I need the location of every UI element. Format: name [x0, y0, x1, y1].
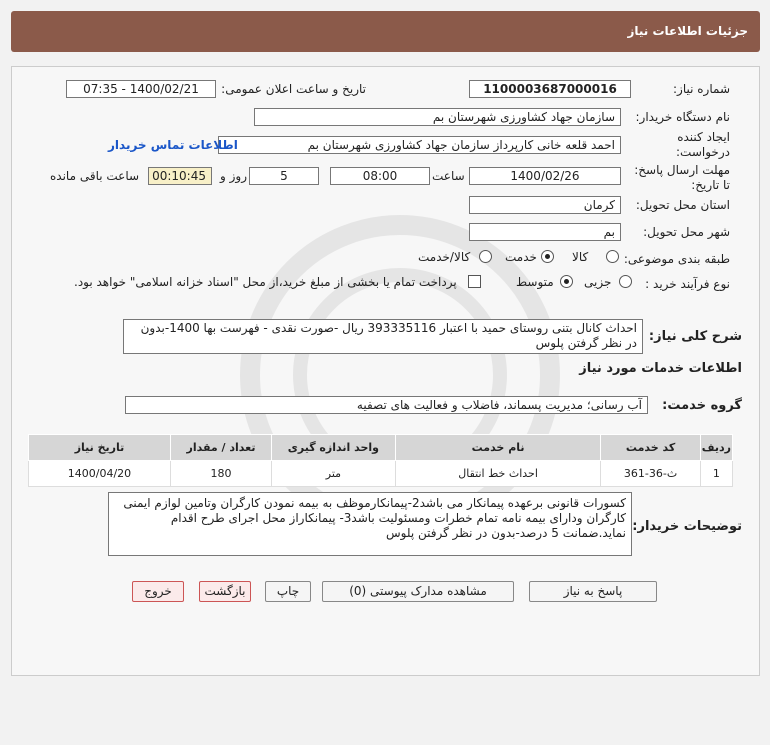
category-radio-goods-service[interactable]	[479, 250, 492, 263]
col-row-header: ردیف	[700, 435, 732, 461]
creator-value: احمد قلعه خانی کارپرداز سازمان جهاد کشاورزی شهرستان بم	[218, 136, 621, 154]
buyer-notes-value: کسورات قانونی برعهده پیمانکار می باشد2-پیمانکارموظف به بیمه نمودن کارگران وتامین لوازم ایمنی کارگران ودارای بیمه نامه تمام خطرات ومسئولیت باشد3- پیمانکاراز محل اجرای طرح اقدام نماید.ضمانت 5 درصد-بدون در نظر گرفتن پلوس	[108, 492, 632, 556]
cell-date: 1400/04/20	[29, 461, 171, 487]
need-number-value: 1100003687000016	[469, 80, 631, 98]
cell-name: احداث خط انتقال	[395, 461, 601, 487]
col-name-header: نام خدمت	[395, 435, 601, 461]
purchase-radio-medium[interactable]	[560, 275, 573, 288]
page-title: جزئیات اطلاعات نیاز	[627, 24, 748, 38]
deadline-remaining-label: ساعت باقی مانده	[50, 169, 140, 183]
purchase-label: نوع فرآیند خرید :	[645, 277, 730, 291]
creator-label-2: درخواست:	[676, 145, 730, 159]
deadline-days: 5	[249, 167, 319, 185]
buyer-contact-link[interactable]: اطلاعات تماس خریدار	[108, 138, 238, 152]
attachments-button[interactable]: مشاهده مدارک پیوستی (0)	[322, 581, 514, 602]
buyer-org-value: سازمان جهاد کشاورزی شهرستان بم	[254, 108, 621, 126]
cell-qty: 180	[170, 461, 271, 487]
deadline-remaining: 00:10:45	[148, 167, 212, 185]
services-section-title: اطلاعات خدمات مورد نیاز	[579, 361, 742, 376]
cell-row: 1	[700, 461, 732, 487]
col-code-header: کد خدمت	[601, 435, 700, 461]
category-option-goods-service: کالا/خدمت	[418, 250, 471, 264]
treasury-checkbox[interactable]	[468, 275, 481, 288]
deadline-time: 08:00	[330, 167, 430, 185]
category-radio-service[interactable]	[541, 250, 554, 263]
purchase-radio-minor[interactable]	[619, 275, 632, 288]
category-option-service: خدمت	[505, 250, 537, 264]
deadline-date: 1400/02/26	[469, 167, 621, 185]
buyer-org-label: نام دستگاه خریدار:	[635, 110, 730, 124]
purchase-note: پرداخت تمام یا بخشی از مبلغ خرید،از محل "اسناد خزانه اسلامی" خواهد بود.	[74, 275, 457, 289]
service-group-label: گروه خدمت:	[662, 398, 742, 413]
city-label: شهر محل تحویل:	[643, 225, 730, 239]
table-row	[29, 461, 733, 487]
category-radio-goods[interactable]	[606, 250, 619, 263]
deadline-time-label: ساعت	[432, 169, 465, 183]
table-header-row	[29, 435, 733, 461]
category-option-goods: کالا	[572, 250, 589, 264]
category-label: طبقه بندی موضوعی:	[623, 252, 730, 266]
back-button[interactable]: بازگشت	[199, 581, 251, 602]
page-header	[11, 11, 760, 52]
need-number-label: شماره نیاز:	[673, 82, 730, 96]
description-label: شرح کلی نیاز:	[648, 329, 742, 344]
buyer-notes-label: توضیحات خریدار:	[632, 519, 742, 534]
deadline-label-1: مهلت ارسال پاسخ:	[634, 163, 730, 177]
deadline-days-label: روز و	[220, 169, 247, 183]
deadline-label-2: تا تاریخ:	[691, 178, 730, 192]
cell-code: ث-36-361	[601, 461, 700, 487]
service-group-value: آب رسانی؛ مدیریت پسماند، فاضلاب و فعالیت های تصفیه	[125, 396, 648, 414]
creator-label-1: ایجاد کننده	[677, 130, 730, 144]
purchase-option-minor: جزیی	[584, 275, 612, 289]
reply-button[interactable]: پاسخ به نیاز	[529, 581, 657, 602]
cell-unit: متر	[272, 461, 396, 487]
col-qty-header: تعداد / مقدار	[170, 435, 271, 461]
announce-value: 1400/02/21 - 07:35	[66, 80, 216, 98]
announce-label: تاریخ و ساعت اعلان عمومی:	[221, 82, 366, 96]
exit-button[interactable]: خروج	[132, 581, 184, 602]
province-label: استان محل تحویل:	[635, 198, 730, 212]
province-value: کرمان	[469, 196, 621, 214]
city-value: بم	[469, 223, 621, 241]
description-value: احداث کانال بتنی روستای حمید با اعتبار 393335116 ریال -صورت نقدی - فهرست بها 1400-بدون در نظر گرفتن پلوس	[123, 319, 643, 354]
col-unit-header: واحد اندازه گیری	[272, 435, 396, 461]
print-button[interactable]: چاپ	[265, 581, 311, 602]
services-table	[28, 434, 733, 487]
col-date-header: تاریخ نیاز	[29, 435, 171, 461]
purchase-option-medium: متوسط	[516, 275, 554, 289]
